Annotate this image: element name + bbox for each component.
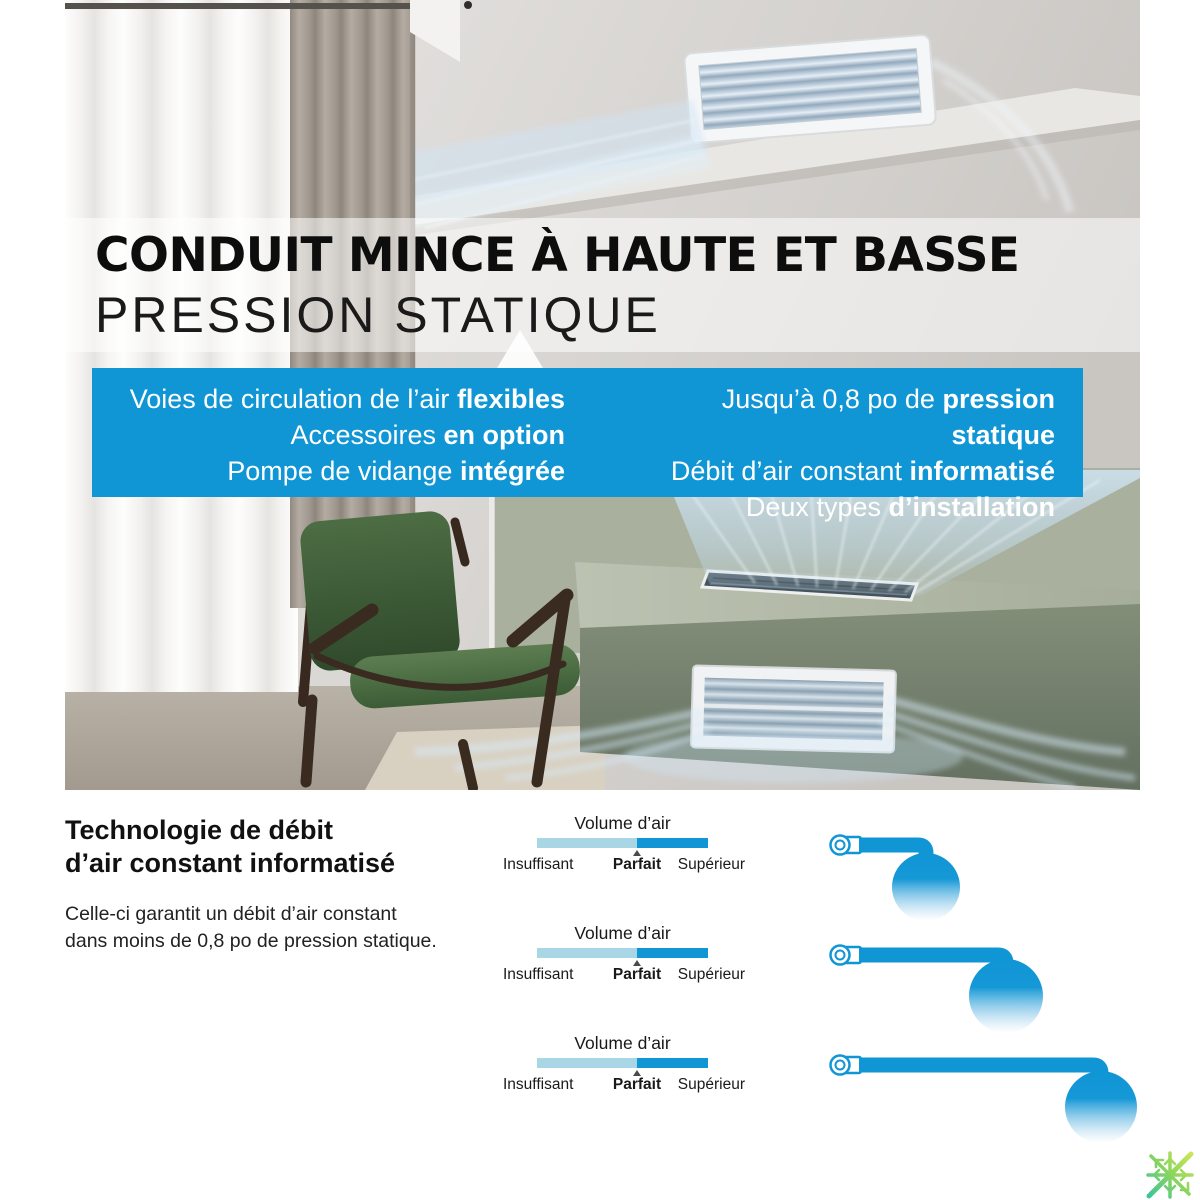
duct-diagram-long <box>815 1035 1155 1160</box>
feature-list-left <box>92 381 565 489</box>
gauge-label-left: Insuffisant <box>503 1076 574 1093</box>
ceiling-light <box>464 1 472 9</box>
gauge-labels <box>503 856 745 874</box>
air-volume-gauge-1 <box>503 812 745 874</box>
air-outlet-glow <box>969 959 1043 1033</box>
headline-line2: PRESSION STATIQUE <box>95 287 661 343</box>
feature-list-right <box>612 381 1055 525</box>
curtain-rod <box>65 3 410 9</box>
feature-item: Jusqu’à 0,8 po de pression statique <box>721 384 1055 450</box>
gauge-segment-light <box>537 838 637 848</box>
gauge-labels <box>503 966 745 984</box>
gauge-label-center: Parfait <box>612 856 662 873</box>
gauge-title: Volume d’air <box>574 813 671 833</box>
fan-icon-hub <box>836 841 845 850</box>
tech-section-body: Celle-ci garantit un débit d’air constant dans moins de 0,8 po de pression statique. <box>65 903 437 952</box>
gauge-segment-dark <box>637 948 708 958</box>
duct-pipe <box>859 1065 1101 1090</box>
gauge-label-left: Insuffisant <box>503 856 574 873</box>
air-volume-gauge-2 <box>503 922 745 984</box>
feature-item: Pompe de vidange intégrée <box>227 456 565 486</box>
gauge-labels <box>503 1076 745 1094</box>
gauge-title: Volume d’air <box>574 923 671 943</box>
gauge-label-right: Supérieur <box>677 1076 745 1093</box>
feature-item: Deux types d’installation <box>745 492 1055 522</box>
gauge-label-left: Insuffisant <box>503 966 574 983</box>
gauge-segment-dark <box>637 1058 708 1068</box>
feature-banner <box>92 368 1083 522</box>
gauge-bar <box>537 948 708 958</box>
headline-band <box>65 218 1140 352</box>
gauge-label-right: Supérieur <box>677 966 745 983</box>
feature-item: Voies de circulation de l’air flexibles <box>129 384 565 414</box>
snowflake-icon <box>1148 1153 1192 1197</box>
gauge-bar <box>537 838 708 848</box>
gauge-segment-dark <box>637 838 708 848</box>
fan-icon-hub <box>836 951 845 960</box>
gauge-bar <box>537 1058 708 1068</box>
duct-diagram-medium <box>815 925 1150 1040</box>
air-volume-gauge-3 <box>503 1032 745 1094</box>
headline-line1: CONDUIT MINCE À HAUTE ET BASSE <box>95 228 1020 283</box>
gauge-segment-light <box>537 948 637 958</box>
feature-item: Accessoires en option <box>290 420 565 450</box>
gauge-label-right: Supérieur <box>677 856 745 873</box>
air-outlet-glow <box>1065 1071 1137 1143</box>
duct-diagram-short <box>815 815 1150 927</box>
feature-item: Débit d’air constant informatisé <box>670 456 1055 486</box>
air-outlet-glow <box>892 853 960 921</box>
gauge-title: Volume d’air <box>574 1033 671 1053</box>
gauge-label-center: Parfait <box>612 1076 662 1093</box>
wall-duct-unit <box>684 34 936 143</box>
tech-section-heading: Technologie de débit d’air constant informatisé <box>65 815 396 878</box>
fan-icon-hub <box>836 1061 845 1070</box>
gauge-label-center: Parfait <box>612 966 662 983</box>
snowflake-logo <box>1141 1147 1200 1200</box>
gauge-segment-light <box>537 1058 637 1068</box>
